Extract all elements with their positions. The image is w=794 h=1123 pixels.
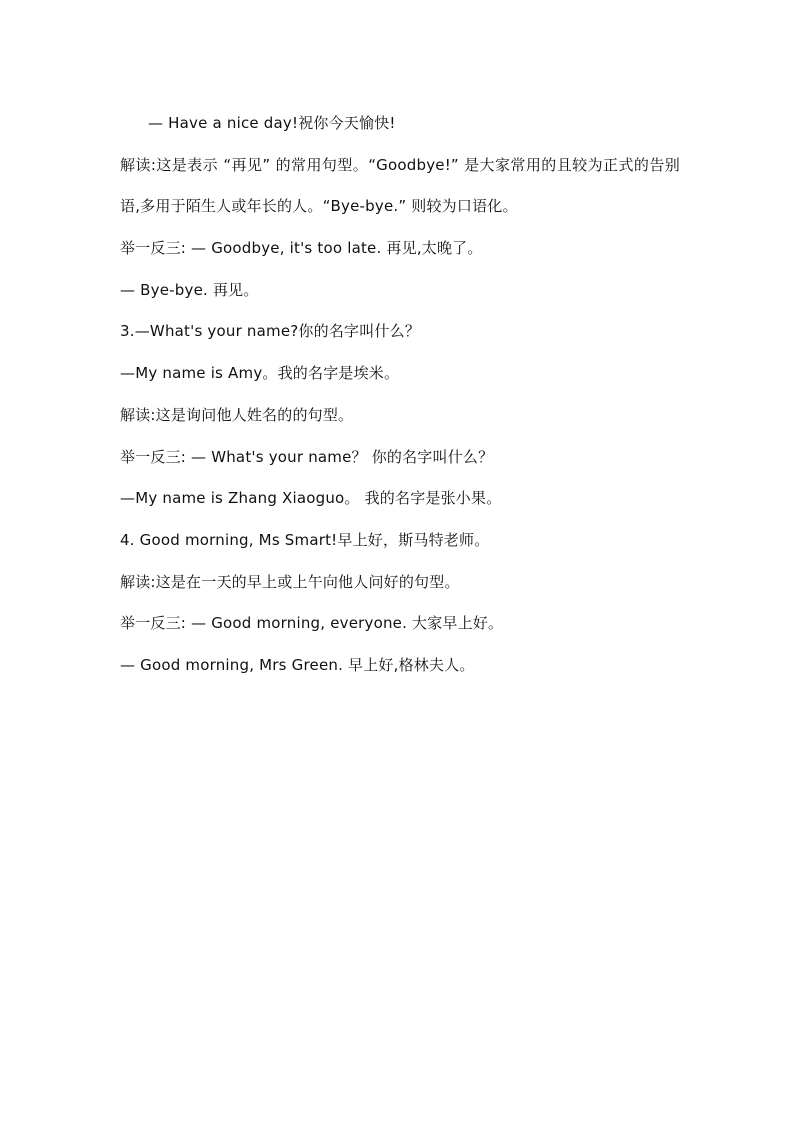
item-4-good-morning: 4. Good morning, Ms Smart!早上好，斯马特老师。	[120, 530, 490, 549]
explanation-asking-name: 解读:这是询问他人姓名的的句型。	[120, 405, 354, 424]
explanation-goodbye: 解读:这是表示 “再见” 的常用句型。“Goodbye!” 是大家常用的且较为正式的告别语,多用于陌生人或年长的人。“Bye-bye.” 则较为口语化。	[120, 155, 680, 216]
example-whats-your-name: 举一反三: — What's your name？ 你的名字叫什么？	[120, 447, 494, 466]
example-bye-bye: — Bye-bye. 再见。	[120, 280, 259, 299]
dialogue-line-have-a-nice-day: — Have a nice day!祝你今天愉快!	[148, 114, 396, 132]
example-good-morning-everyone: 举一反三: — Good morning, everyone. 大家早上好。	[120, 614, 504, 633]
document-body	[120, 103, 680, 687]
explanation-good-morning: 解读:这是在一天的早上或上午向他人问好的句型。	[120, 572, 460, 591]
example-goodbye-too-late: 举一反三: — Goodbye, it's too late. 再见,太晚了。	[120, 239, 483, 258]
example-zhang-xiaoguo: —My name is Zhang Xiaoguo。 我的名字是张小果。	[120, 489, 502, 508]
example-good-morning-mrs-green: — Good morning, Mrs Green. 早上好,格林夫人。	[120, 655, 475, 674]
item-3-whats-your-name: 3.—What's your name?你的名字叫什么？	[120, 322, 421, 341]
answer-my-name-is-amy: —My name is Amy。我的名字是埃米。	[120, 364, 400, 383]
